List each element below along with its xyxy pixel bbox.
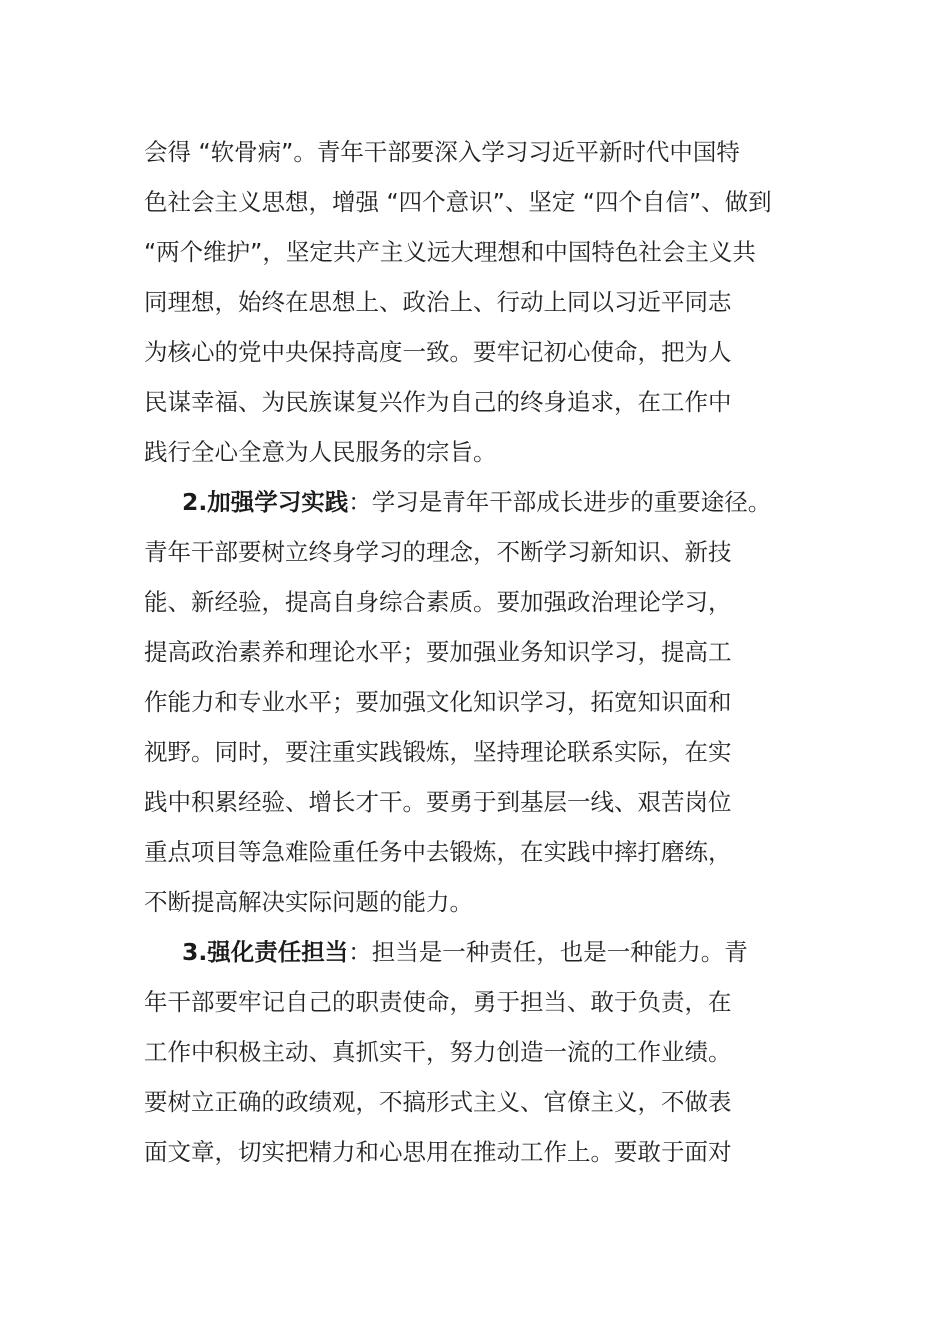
paragraph-1 <box>144 127 808 477</box>
section-heading: 3.强化责任担当 <box>182 938 349 966</box>
heading-rest-text: ：担当是一种责任，也是一种能力。青 <box>348 938 748 966</box>
heading-rest-text: ：学习是青年干部成长进步的重要途径。 <box>348 488 772 516</box>
paragraph-line: 作能力和专业水平；要加强文化知识学习，拓宽知识面和 <box>144 688 732 716</box>
paragraph-line: 不断提高解决实际问题的能力。 <box>144 888 473 916</box>
paragraph-line: 工作中积极主动、真抓实干，努力创造一流的工作业绩。 <box>144 1038 732 1066</box>
paragraph-first-line <box>144 477 808 527</box>
section-heading: 2.加强学习实践 <box>182 488 349 516</box>
paragraph-line: 要树立正确的政绩观，不搞形式主义、官僚主义，不做表 <box>144 1088 732 1116</box>
paragraph-line: 年干部要牢记自己的职责使命，勇于担当、敢于负责，在 <box>144 988 732 1016</box>
paragraph-3 <box>144 927 808 1177</box>
paragraph-2 <box>144 477 808 927</box>
paragraph-line: 为核心的党中央保持高度一致。要牢记初心使命，把为人 <box>144 338 732 366</box>
paragraph-line: 视野。同时，要注重实践锻炼，坚持理论联系实际，在实 <box>144 738 732 766</box>
paragraph-line: 色社会主义思想，增强 “四个意识”、坚定 “四个自信”、做到 <box>144 188 772 216</box>
paragraph-line: 民谋幸福、为民族谋复兴作为自己的终身追求，在工作中 <box>144 388 732 416</box>
paragraph-line: 践行全心全意为人民服务的宗旨。 <box>144 438 497 466</box>
paragraph-line: 重点项目等急难险重任务中去锻炼，在实践中摔打磨练， <box>144 838 732 866</box>
paragraph-line: 面文章，切实把精力和心思用在推动工作上。要敢于面对 <box>144 1138 732 1166</box>
paragraph-line: 同理想，始终在思想上、政治上、行动上同以习近平同志 <box>144 288 732 316</box>
paragraph-line: 能、新经验，提高自身综合素质。要加强政治理论学习， <box>144 588 732 616</box>
paragraph-line: 青年干部要树立终身学习的理念，不断学习新知识、新技 <box>144 538 732 566</box>
paragraph-first-line <box>144 927 808 977</box>
paragraph-line: 提高政治素养和理论水平；要加强业务知识学习，提高工 <box>144 638 732 666</box>
document-body <box>144 127 808 1177</box>
paragraph-line: 会得 “软骨病”。青年干部要深入学习习近平新时代中国特 <box>144 138 740 166</box>
paragraph-line: “两个维护”，坚定共产主义远大理想和中国特色社会主义共 <box>144 238 756 266</box>
paragraph-line: 践中积累经验、增长才干。要勇于到基层一线、艰苦岗位 <box>144 788 732 816</box>
